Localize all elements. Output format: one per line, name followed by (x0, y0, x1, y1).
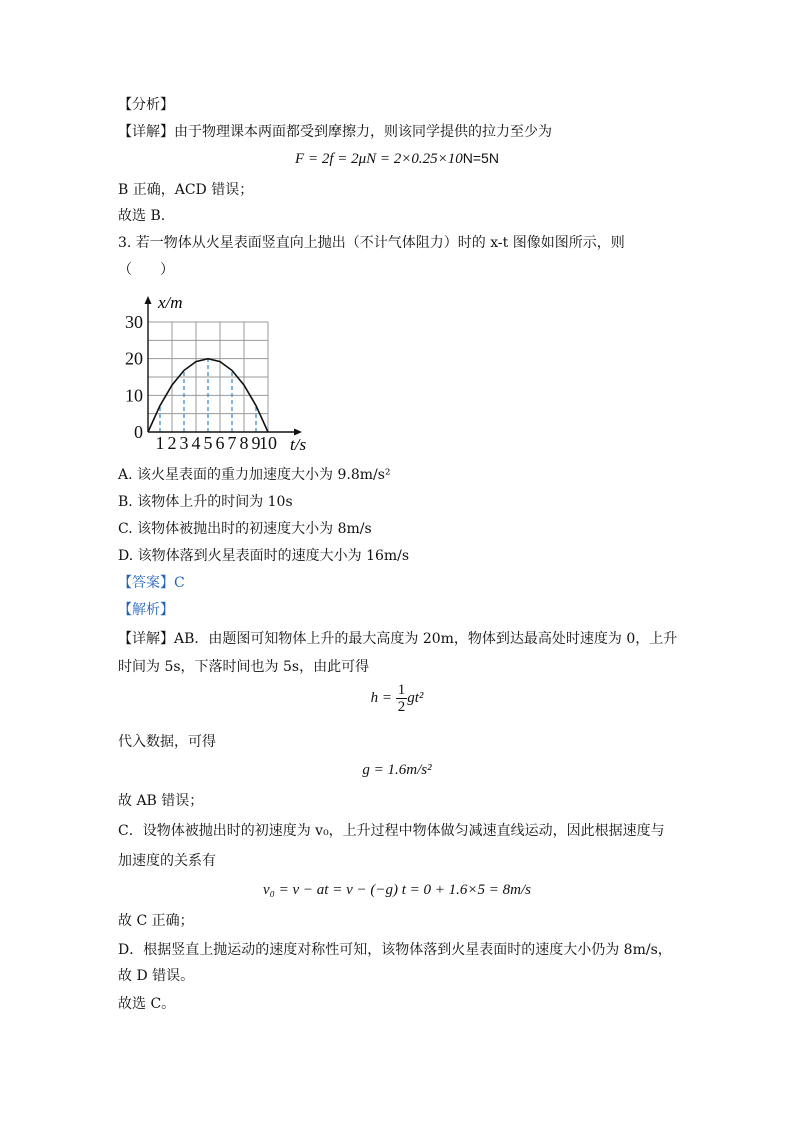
analysis-label: 【解析】 (118, 602, 174, 618)
analysis-heading: 【分析】 (118, 97, 174, 113)
option-b: B. 该物体上升的时间为 10s (118, 494, 293, 510)
y-tick-label: 30 (125, 312, 143, 332)
x-tick-label: 7 (227, 433, 237, 452)
eq-h-rhs: gt² (407, 690, 424, 706)
x-tick-label: 10 (259, 433, 277, 452)
frac-numerator: 1 (397, 682, 406, 698)
ab-detail-2: 时间为 5s，下落时间也为 5s，由此可得 (118, 659, 370, 675)
x-tick-label: 2 (167, 433, 177, 452)
x-tick-label: 1 (155, 433, 165, 452)
detail-text: 【详解】由于物理课本两面都受到摩擦力，则该同学提供的拉力至少为 (118, 124, 552, 140)
d-detail-2: 故 D 错误。 (118, 968, 195, 984)
option-c: C. 该物体被抛出时的初速度大小为 8m/s (118, 521, 372, 537)
y-tick-label: 20 (125, 348, 143, 369)
answer-heading: 【答案】C (118, 575, 185, 591)
x-axis-label: t/s (290, 435, 307, 452)
equation-v0: v₀ = v − at = v − (−g) t = 0 + 1.6×5 = 8m/s (263, 882, 531, 898)
c-detail-2: 加速度的关系有 (118, 853, 216, 869)
ab-wrong-text: 故 AB 错误； (118, 793, 204, 809)
substitute-text: 代入数据，可得 (118, 734, 216, 750)
x-tick-label: 6 (215, 433, 225, 452)
eq-h-lhs: h = (370, 690, 392, 706)
question-3-paren: （ ） (118, 262, 174, 278)
option-a: A. 该火星表面的重力加速度大小为 9.8m/s² (118, 467, 391, 483)
x-tick-label: 9 (251, 433, 261, 452)
x-tick-label: 5 (203, 433, 213, 452)
choose-b-text: 故选 B. (118, 208, 166, 224)
y-axis-label: x/m (158, 293, 183, 312)
frac-denominator: 2 (397, 699, 406, 715)
y-axis-arrow (145, 296, 152, 304)
d-detail-1: D．根据竖直上抛运动的速度对称性可知，该物体落到火星表面时的速度大小仍为 8m/s， (118, 942, 672, 958)
equation-g: g = 1.6m/s² (362, 762, 432, 778)
y-tick-label: 0 (134, 422, 143, 442)
x-tick-label: 3 (179, 433, 189, 452)
xt-graph (118, 292, 338, 452)
equation-tail: N=5N (462, 150, 499, 166)
equation-main: F = 2f = 2μN = 2×0.25×10 (295, 151, 463, 167)
equation-h (0, 682, 794, 715)
fraction-half (396, 682, 408, 715)
x-tick-label: 4 (191, 433, 201, 452)
option-d: D. 该物体落到火星表面时的速度大小为 16m/s (118, 548, 410, 564)
choose-c-text: 故选 C。 (118, 996, 176, 1012)
equation-friction (0, 150, 794, 168)
x-tick-label: 8 (239, 433, 249, 452)
c-detail-1: C．设物体被抛出时的初速度为 v₀，上升过程中物体做匀减速直线运动，因此根据速度与 (118, 823, 665, 839)
y-tick-label: 10 (125, 385, 143, 406)
b-correct-text: B 正确，ACD 错误； (118, 182, 254, 198)
ab-detail-1: 【详解】AB．由题图可知物体上升的最大高度为 20m，物体到达最高处时速度为 0，上升 (118, 631, 678, 647)
c-correct-text: 故 C 正确； (118, 913, 194, 929)
question-3-stem: 3. 若一物体从火星表面竖直向上抛出（不计气体阻力）时的 x-t 图像如图所示，则 (118, 235, 625, 251)
